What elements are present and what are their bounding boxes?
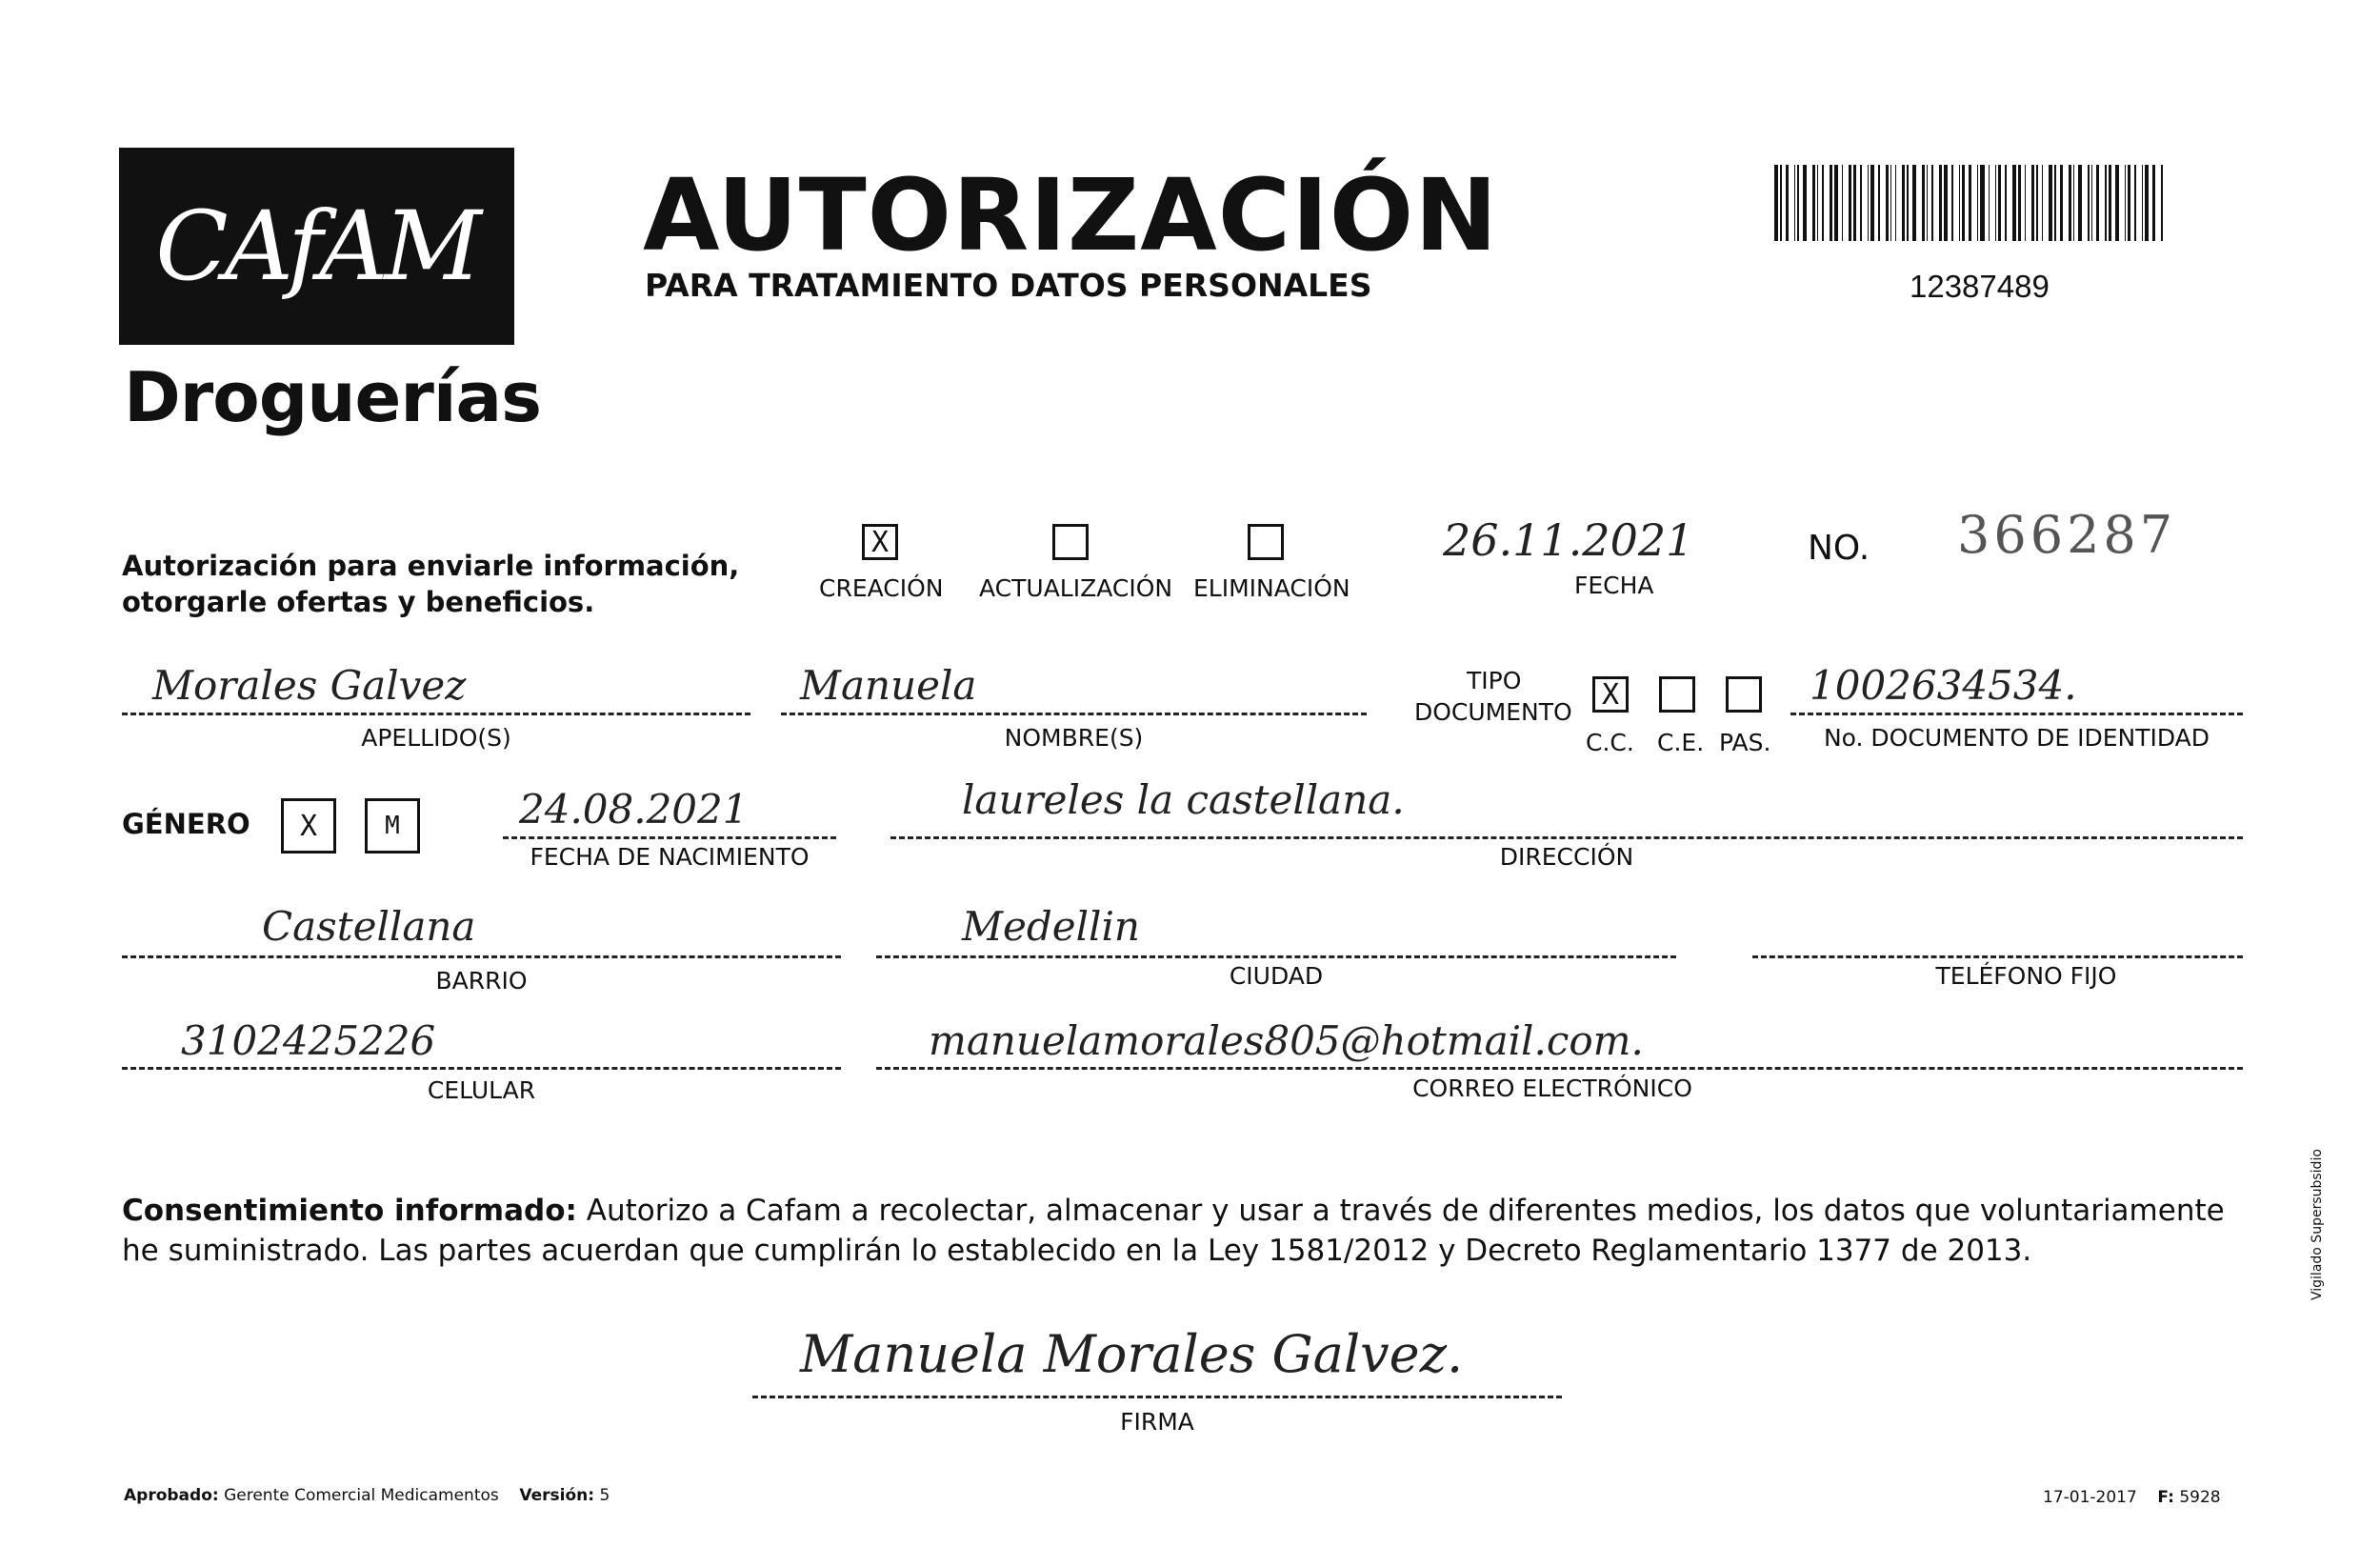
- barcode-bar: [2096, 165, 2099, 241]
- celular-line: [122, 1067, 841, 1070]
- barcode-bar: [2049, 165, 2052, 241]
- genero-label: GÉNERO: [122, 808, 250, 840]
- barrio-line: [122, 955, 841, 958]
- barcode-bar: [1870, 165, 1874, 241]
- barcode-bar: [2018, 165, 2021, 241]
- tipo-label: TIPO: [1467, 667, 1522, 694]
- eliminacion-label: ELIMINACIÓN: [1193, 574, 1350, 602]
- consent-paragraph: [122, 1191, 2246, 1271]
- barcode-bar: [1995, 165, 1996, 241]
- barcode-bar: [2125, 165, 2126, 241]
- f-value: 5928: [2179, 1488, 2221, 1507]
- barcode-bar: [2134, 165, 2135, 241]
- correo-line: [876, 1067, 2243, 1070]
- barcode-bar: [1797, 165, 1798, 241]
- barcode-bar: [2088, 165, 2089, 241]
- barcode-bar: [1886, 165, 1889, 241]
- barcode-bar: [2073, 165, 2074, 241]
- barcode-bar: [1822, 165, 1823, 241]
- celular-value[interactable]: 3102425226: [181, 1017, 436, 1064]
- barcode-bar: [2031, 165, 2034, 241]
- barcode-bar: [1878, 165, 1879, 241]
- ce-checkbox[interactable]: [1659, 676, 1695, 713]
- ciudad-value[interactable]: Medellin: [962, 903, 1140, 950]
- apellidos-value[interactable]: Morales Galvez: [152, 662, 467, 709]
- barcode-bar: [1962, 165, 1965, 241]
- barcode-bar: [1890, 165, 1891, 241]
- doc-number-label: No. DOCUMENTO DE IDENTIDAD: [1823, 724, 2210, 752]
- genero-m-checkbox[interactable]: M: [365, 798, 420, 854]
- brand-subtitle: Droguerías: [124, 357, 541, 437]
- barcode: [1774, 165, 2165, 241]
- barcode-bar: [2042, 165, 2043, 241]
- consent-lead: Consentimiento informado:: [122, 1194, 577, 1228]
- apellidos-line: [122, 713, 750, 715]
- barcode-bar: [2060, 165, 2063, 241]
- barrio-label: BARRIO: [435, 967, 528, 994]
- direccion-label: DIRECCIÓN: [1499, 843, 1634, 871]
- cc-label: C.C.: [1586, 729, 1634, 756]
- barcode-bar: [2054, 165, 2055, 241]
- documento-label: DOCUMENTO: [1414, 698, 1572, 726]
- footer-date: 17-01-2017: [2043, 1488, 2137, 1507]
- barcode-bar: [2105, 165, 2106, 241]
- barcode-bar: [1803, 165, 1807, 241]
- page-title: AUTORIZACIÓN: [643, 157, 1499, 273]
- barcode-bar: [1849, 165, 1851, 241]
- nombres-value[interactable]: Manuela: [800, 662, 977, 709]
- correo-label: CORREO ELECTRÓNICO: [1412, 1075, 1692, 1102]
- pas-label: PAS.: [1719, 729, 1771, 756]
- signature-value[interactable]: Manuela Morales Galvez.: [800, 1324, 1464, 1384]
- signature-label: FIRMA: [1120, 1408, 1194, 1436]
- barcode-number: 12387489: [1910, 269, 2050, 304]
- barcode-bar: [1980, 165, 1984, 241]
- fecha-label: FECHA: [1574, 572, 1654, 599]
- barcode-bar: [1939, 165, 1942, 241]
- barcode-bar: [1951, 165, 1952, 241]
- nacimiento-label: FECHA DE NACIMIENTO: [530, 843, 810, 871]
- footer-left: [124, 1486, 610, 1505]
- barcode-bar: [2091, 165, 2092, 241]
- vigilado-text: Vigilado Supersubsidio: [2310, 1149, 2325, 1300]
- barcode-bar: [1842, 165, 1843, 241]
- barcode-bar: [2161, 165, 2162, 241]
- doc-number-value[interactable]: 1002634534.: [1810, 662, 2077, 709]
- version-value: 5: [599, 1486, 610, 1505]
- barcode-bar: [2012, 165, 2016, 241]
- barcode-bar: [2078, 165, 2082, 241]
- actualizacion-checkbox[interactable]: [1052, 524, 1089, 560]
- page-subtitle: PARA TRATAMIENTO DATOS PERSONALES: [645, 267, 1372, 304]
- form-number: 366287: [1957, 505, 2177, 565]
- celular-label: CELULAR: [427, 1076, 536, 1104]
- apellidos-label: APELLIDO(S): [361, 724, 511, 752]
- correo-value[interactable]: manuelamorales805@hotmail.com.: [929, 1017, 1644, 1064]
- intro-line-1: Autorización para enviarle información,: [122, 550, 740, 582]
- nacimiento-value[interactable]: 24.08.2021: [519, 786, 749, 833]
- barcode-bar: [1895, 165, 1896, 241]
- aprobado-label: Aprobado:: [124, 1486, 219, 1505]
- barcode-bar: [1812, 165, 1815, 241]
- barcode-bar: [2025, 165, 2026, 241]
- eliminacion-checkbox[interactable]: [1248, 524, 1284, 560]
- barcode-bar: [1922, 165, 1925, 241]
- barcode-bar: [2069, 165, 2071, 241]
- barcode-bar: [2128, 165, 2130, 241]
- barcode-bar: [1830, 165, 1832, 241]
- barcode-bar: [2115, 165, 2119, 241]
- intro-line-2: otorgarle ofertas y beneficios.: [122, 586, 595, 618]
- barcode-bar: [1912, 165, 1916, 241]
- barcode-bar: [1794, 165, 1795, 241]
- barcode-bar: [1927, 165, 1928, 241]
- barcode-bar: [2142, 165, 2143, 241]
- logo-text: CAfAM: [155, 191, 478, 302]
- signature-line: [752, 1396, 1562, 1398]
- doc-number-line: [1790, 713, 2243, 715]
- no-label: NO.: [1808, 529, 1870, 568]
- fecha-value[interactable]: 26.11.2021: [1443, 514, 1694, 566]
- cafam-logo: [119, 148, 514, 345]
- barcode-bar: [1786, 165, 1789, 241]
- barcode-bar: [1977, 165, 1978, 241]
- nacimiento-line: [503, 836, 836, 839]
- barcode-bar: [1834, 165, 1838, 241]
- telefono-label: TELÉFONO FIJO: [1935, 962, 2117, 990]
- ciudad-line: [876, 955, 1676, 958]
- footer-right: [2043, 1488, 2221, 1507]
- aprobado-value: Gerente Comercial Medicamentos: [224, 1486, 499, 1505]
- consent-text: Autorizo a Cafam a recolectar, almacenar y usar a través de diferentes medios, los datos que voluntariamente he suministrado. Las partes acuerdan que cumplirán lo establecido en la Ley 1581/2012 y Decreto Reglamentario 1377 de 2013.: [122, 1194, 2225, 1268]
- direccion-line: [890, 836, 2243, 839]
- creacion-checkbox[interactable]: X: [862, 524, 898, 560]
- cc-checkbox[interactable]: X: [1592, 676, 1629, 713]
- barcode-bar: [1944, 165, 1948, 241]
- barcode-bar: [1774, 165, 1778, 241]
- barcode-bar: [1959, 165, 1960, 241]
- barcode-bar: [1853, 165, 1856, 241]
- barcode-bar: [2036, 165, 2037, 241]
- barcode-bar: [2109, 165, 2111, 241]
- barcode-bar: [1902, 165, 1905, 241]
- barcode-bar: [1907, 165, 1908, 241]
- authorization-intro: [122, 548, 739, 620]
- barcode-bar: [1860, 165, 1861, 241]
- ciudad-label: CIUDAD: [1229, 962, 1324, 990]
- barcode-bar: [1780, 165, 1781, 241]
- telefono-line: [1752, 955, 2243, 958]
- barcode-bar: [1931, 165, 1932, 241]
- barcode-bar: [1817, 165, 1818, 241]
- barcode-bar: [1998, 165, 2001, 241]
- nombres-label: NOMBRE(S): [1004, 724, 1144, 752]
- barcode-bar: [1989, 165, 1990, 241]
- barrio-value[interactable]: Castellana: [262, 903, 476, 950]
- barcode-bar: [2005, 165, 2006, 241]
- version-label: Versión:: [519, 1486, 595, 1505]
- pas-checkbox[interactable]: [1726, 676, 1762, 713]
- barcode-bar: [2152, 165, 2155, 241]
- barcode-bar: [2145, 165, 2149, 241]
- creacion-label: CREACIÓN: [819, 574, 944, 602]
- actualizacion-label: ACTUALIZACIÓN: [979, 574, 1173, 602]
- direccion-value[interactable]: laureles la castellana.: [962, 776, 1405, 823]
- barcode-bar: [1868, 165, 1869, 241]
- nombres-line: [781, 713, 1367, 715]
- ce-label: C.E.: [1657, 729, 1705, 756]
- f-label: F:: [2157, 1488, 2174, 1507]
- genero-f-checkbox[interactable]: X: [281, 798, 336, 854]
- barcode-bar: [1969, 165, 1971, 241]
